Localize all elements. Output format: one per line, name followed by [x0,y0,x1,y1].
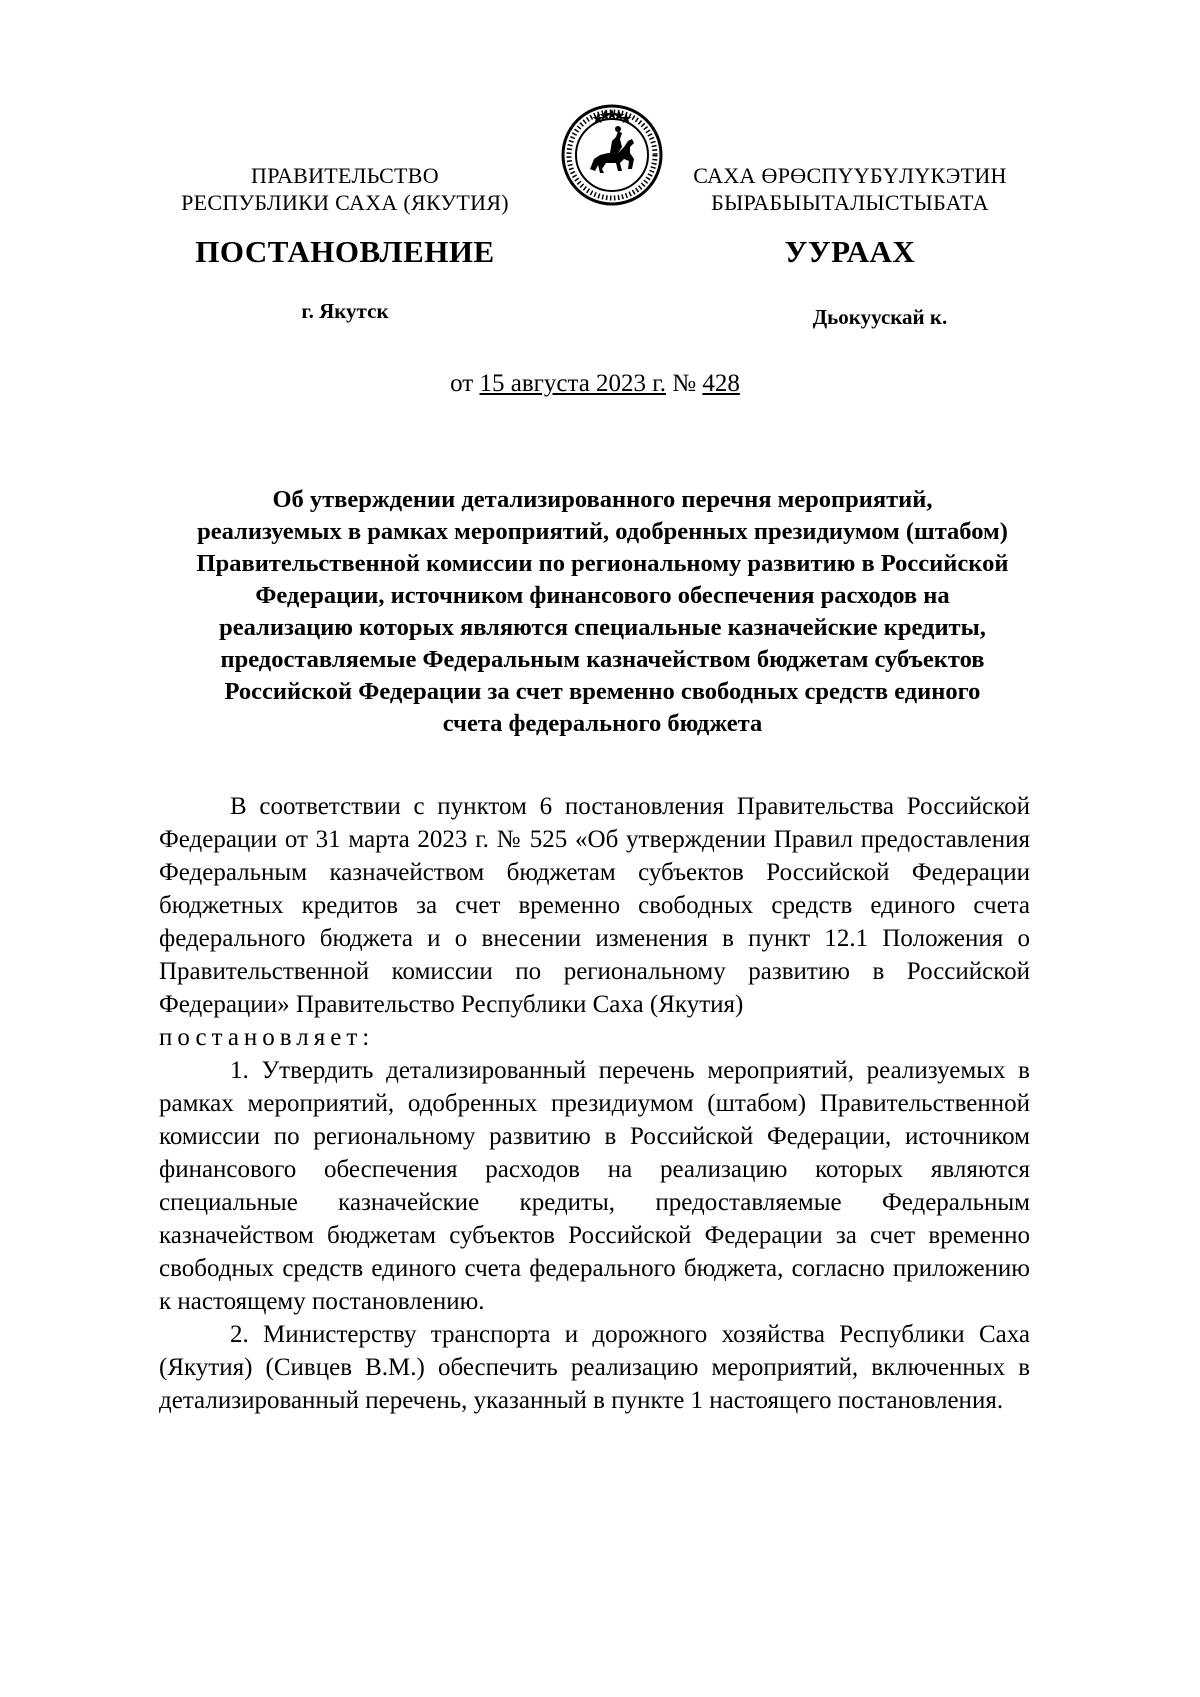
document-title [120,484,1085,740]
document-body [159,790,1030,1417]
decree-word: постановляет: [159,1024,375,1051]
left-document-type: ПОСТАНОВЛЕНИЕ [195,234,495,269]
title-line: счета федерального бюджета [442,710,763,737]
document-date: 15 августа 2023 г. [479,370,666,397]
title-line: Правительственной комиссии по региональному развитию в Российской [196,550,1009,577]
title-line: предоставляемые Федеральным казначейством бюджетам субъектов [220,646,985,673]
title-line: Федерации, источником финансового обеспечения расходов на [255,582,950,609]
left-city: г. Якутск [301,299,389,323]
title-line: Об утверждении детализированного перечня мероприятий, [272,486,933,513]
right-city: Дьокуускай к. [812,305,948,329]
number-sign: № [672,370,697,397]
right-org-line1: САХА ӨРӨСПҮҮБҮЛҮКЭТИН [693,163,1007,188]
title-line: реализацию которых являются специальные казначейские кредиты, [219,614,986,641]
left-org-line2: РЕСПУБЛИКИ САХА (ЯКУТИЯ) [181,190,509,215]
date-prefix: от [450,370,474,397]
coat-of-arms-icon [560,103,664,207]
right-document-type: УУРААХ [784,234,916,269]
title-line: реализуемых в рамках мероприятий, одобренных президиумом (штабом) [197,518,1008,545]
left-org-line1: ПРАВИТЕЛЬСТВО [251,163,439,188]
left-organization-name [170,162,520,216]
preamble-paragraph: В соответствии с пунктом 6 постановления Правительства Российской Федерации от 31 марта 2023 г. № 525 «Об утверждении Правил предоставления Федеральным казначейством бюджетам субъектов Российской Федерации бюджетных кредитов за счет временно свободных средств единого счета федерального бюджета и о внесении изменения в пункт 12.1 Положения о Правительственной комиссии по региональному развитию в Российской Федерации» Правительство Республики Саха (Якутия) [159,793,1030,1018]
document-number: 428 [702,370,740,397]
item-2-paragraph: 2. Министерству транспорта и дорожного хозяйства Республики Саха (Якутия) (Сивцев В.М.) обеспечить реализацию мероприятий, включенных в детализированный перечень, указанный в пункте 1 настоящего постановления. [159,1321,1030,1414]
item-1-paragraph: 1. Утвердить детализированный перечень мероприятий, реализуемых в рамках мероприятий, одобренных президиумом (штабом) Правительственной комиссии по региональному развитию в Российской Федерации, источником финансового обеспечения расходов на реализацию которых являются специальные казначейские кредиты, предоставляемые Федеральным казначейством бюджетам субъектов Российской Федерации за счет временно свободных средств единого счета федерального бюджета, согласно приложению к настоящему постановлению. [159,1057,1030,1315]
document-date-number [0,370,1190,398]
title-line: Российской Федерации за счет временно свободных средств единого [224,678,981,705]
right-organization-name [680,162,1020,216]
right-org-line2: БЫРАБЫЫТАЛЫСТЫБАТА [711,190,989,215]
